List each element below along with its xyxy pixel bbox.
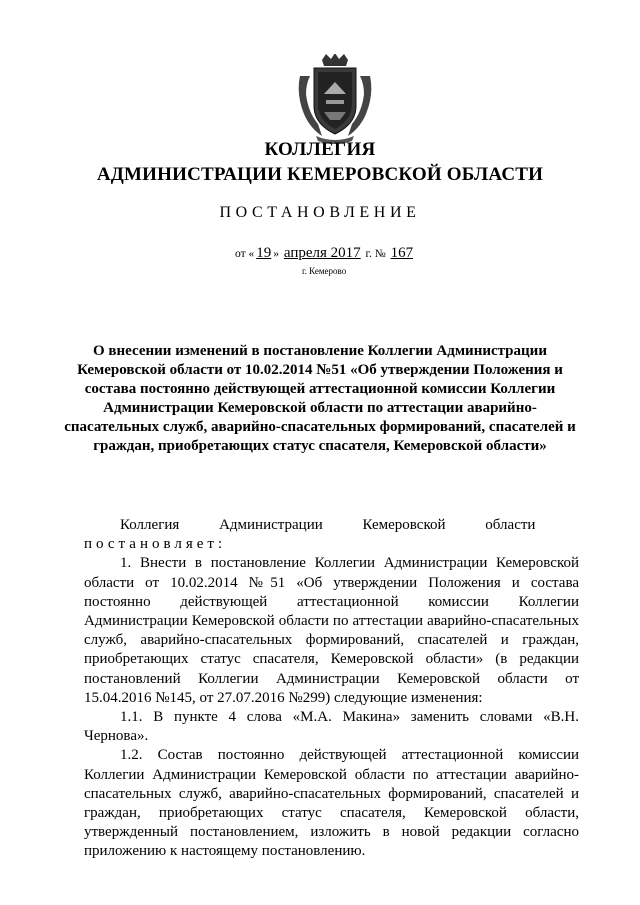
- date-day: 19: [256, 245, 272, 261]
- paragraph-1-1: 1.1. В пункте 4 слова «М.А. Макина» заменить словами «В.Н. Чернова».: [84, 709, 579, 745]
- document-number: 167: [390, 245, 414, 261]
- date-prefix: от «: [235, 248, 255, 260]
- intro-text: Коллегия Администрации Кемеровской области: [120, 517, 536, 533]
- paragraph-1: 1. Внести в постановление Коллегии Администрации Кемеровской области от 10.02.2014 №51 «Об утверждении Положения и состава постоянно действующей аттестационной комиссии Коллегии Администрации Кемеровской области по аттестации аварийно-спасательных служб, аварийно-спасательных формирований, спасателей и граждан, приобретающих статус спасателя, Кемеровской области» (в редакции постановлений Коллегии Администрации Кемеровской области от 15.04.2016 №145, от 27.07.2016 №299) следующие изменения:: [84, 555, 579, 706]
- year-suffix: г. №: [365, 248, 386, 260]
- org-name-line2: АДМИНИСТРАЦИИ КЕМЕРОВСКОЙ ОБЛАСТИ: [96, 164, 544, 185]
- document-body: [84, 516, 579, 862]
- intro-paragraph: [84, 516, 579, 554]
- org-name-line1: КОЛЛЕГИЯ: [264, 139, 376, 160]
- date-month-year: апреля 2017: [283, 245, 361, 261]
- city-label: г. Кемерово: [302, 266, 347, 276]
- paragraph-1-2: 1.2. Состав постоянно действующей аттестационной комиссии Коллегии Администрации Кемеровской области по аттестации аварийно-спасательных служб, аварийно-спасательных формирований, спасателей и граждан, приобретающих статус спасателя, Кемеровской области, утвержденный постановлением, изложить в новой редакции согласно приложению к настоящему постановлению.: [84, 747, 579, 860]
- intro-verb: постановляет:: [84, 536, 227, 553]
- date-mid: »: [273, 248, 279, 260]
- document-type: ПОСТАНОВЛЕНИЕ: [219, 204, 421, 221]
- coat-of-arms-emblem: [294, 54, 376, 144]
- date-number-line: [235, 245, 415, 262]
- document-title: О внесении изменений в постановление Коллегии Администрации Кемеровской области от 10.02.2014 №51 «Об утверждении Положения и состава постоянно действующей аттестационной комиссии Коллегии Администрации Кемеровской области по аттестации аварийно-спасательных служб, аварийно-спасательных формирований, спасателей и граждан, приобретающих статус спасателя, Кемеровской области»: [64, 343, 576, 454]
